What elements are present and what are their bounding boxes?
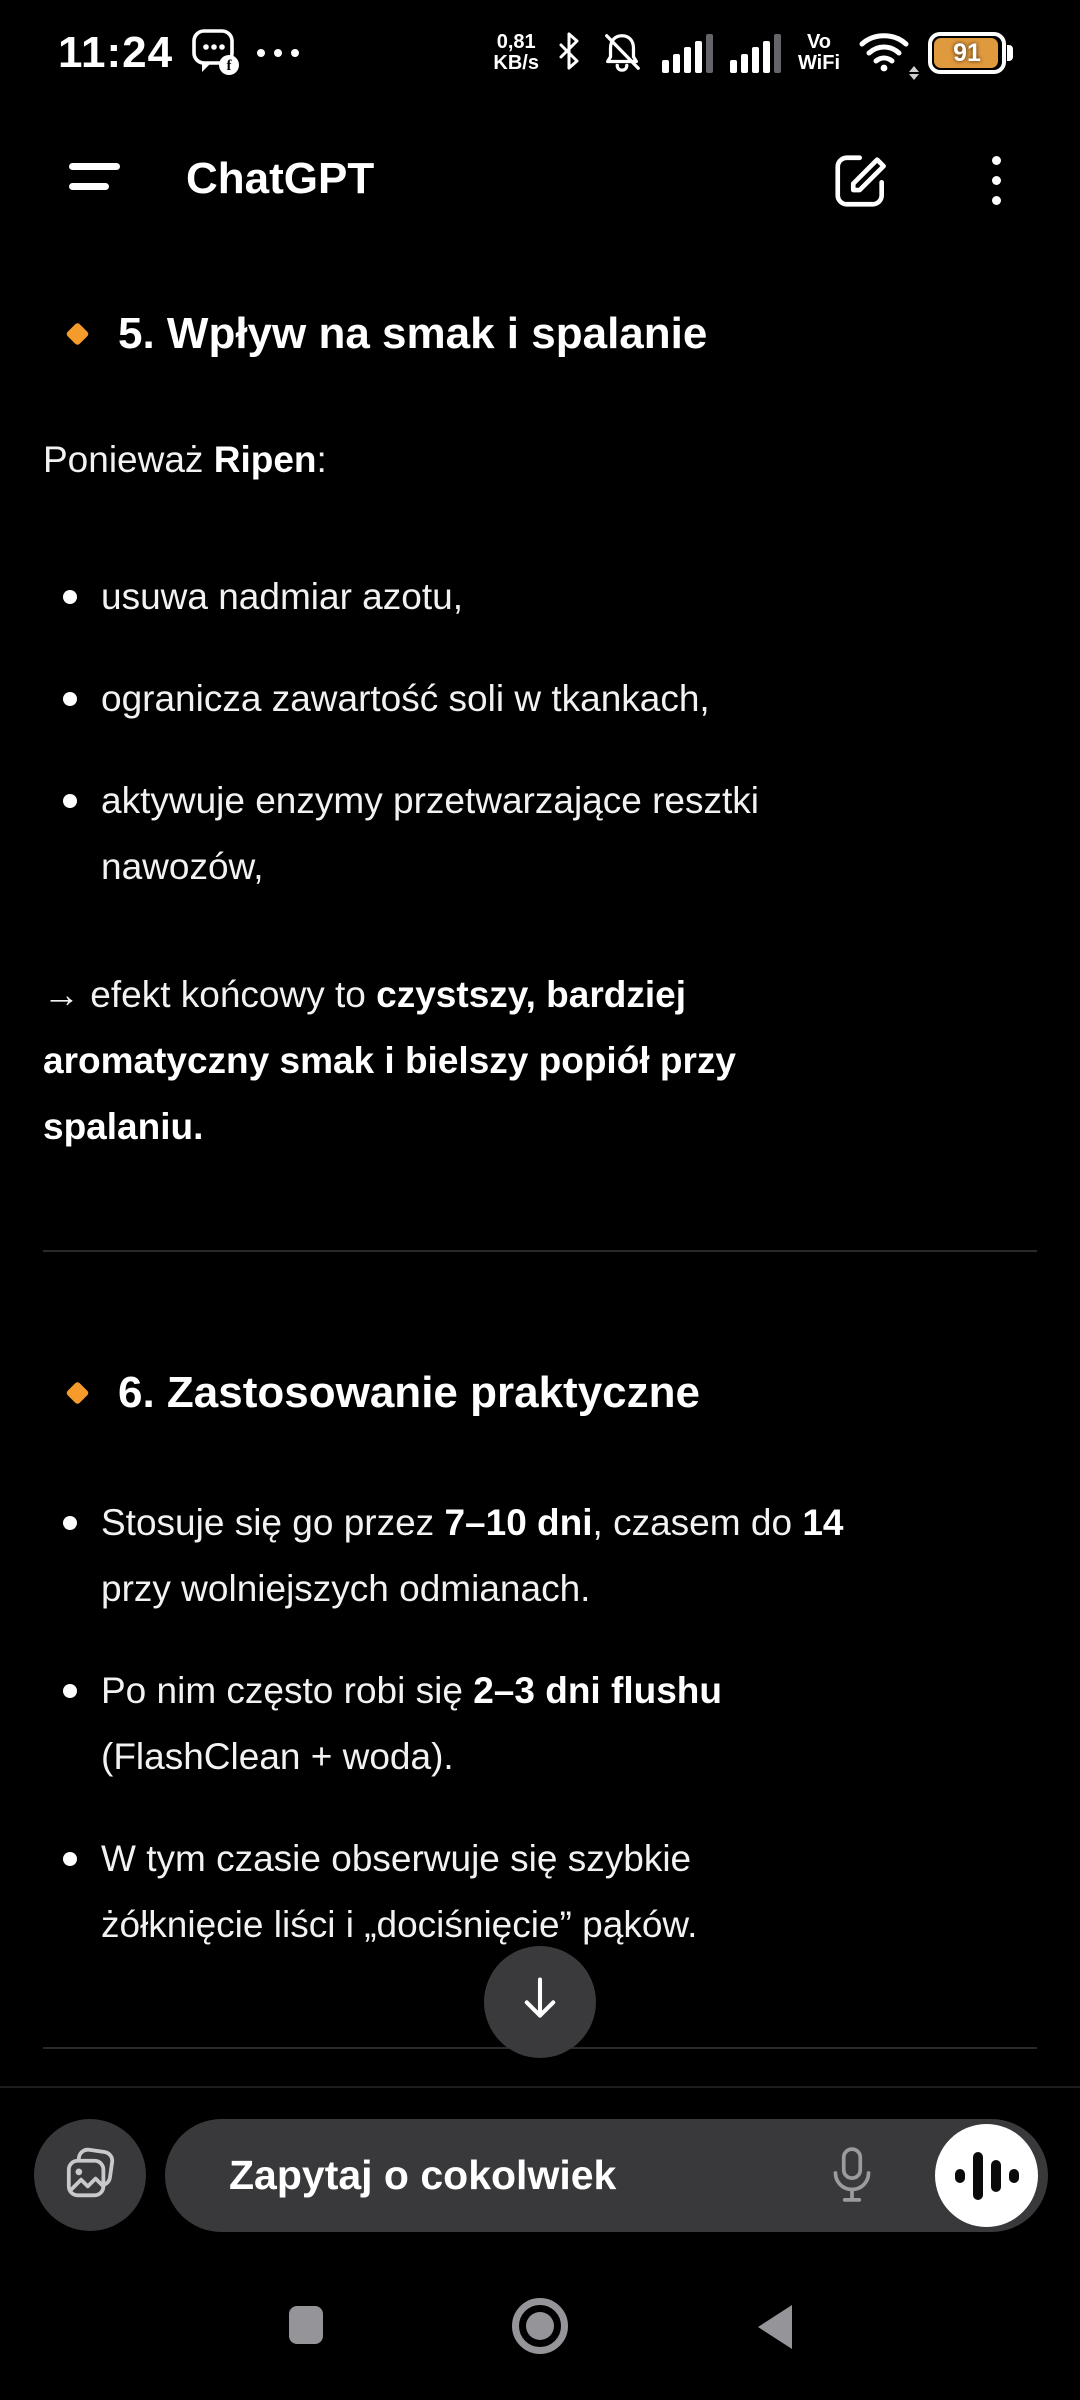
composer-top-border: [0, 2086, 1080, 2088]
section6-bullet-list: [43, 1490, 1043, 1994]
message-input[interactable]: [165, 2119, 1048, 2232]
section-divider: [43, 1250, 1037, 1252]
recents-button[interactable]: [289, 2306, 323, 2344]
app-header: [0, 148, 1080, 214]
list-item: ogranicza zawartość soli w tkankach,: [43, 666, 1043, 732]
network-speed: 0,81 KB/s: [493, 31, 539, 74]
app-title: ChatGPT: [186, 154, 375, 203]
kebab-menu-icon[interactable]: [976, 156, 1016, 206]
list-item: Po nim często robi się 2–3 dni flushu (FlashClean + woda).: [43, 1658, 1043, 1790]
attach-image-button[interactable]: [34, 2119, 146, 2231]
gallery-icon: [61, 2144, 119, 2207]
battery-icon: 91: [928, 32, 1006, 74]
input-placeholder: Zapytaj o cokolwiek: [229, 2152, 617, 2198]
list-item: usuwa nadmiar azotu,: [43, 564, 1043, 630]
scroll-to-bottom-button[interactable]: [484, 1946, 596, 2058]
clock: 11:24: [58, 28, 174, 77]
list-item: aktywuje enzymy przetwarzające resztki nawozów,: [43, 768, 1043, 900]
vowifi-label: Vo WiFi: [797, 31, 840, 74]
wifi-icon: [857, 29, 911, 78]
more-notifications-dots: [257, 49, 299, 57]
status-bar: [0, 22, 1080, 84]
signal-sim1-icon: [662, 33, 713, 73]
signal-sim2-icon: [730, 33, 781, 73]
sidebar-menu-icon[interactable]: [69, 163, 120, 190]
section5-heading: 5. Wpływ na smak i spalanie: [43, 305, 1033, 363]
bluetooth-icon: [556, 31, 582, 76]
list-item: Stosuje się go przez 7–10 dni, czasem do 14 przy wolniejszych odmianach.: [43, 1490, 1043, 1622]
section5-intro: Ponieważ Ripen:: [43, 439, 327, 480]
home-button[interactable]: [512, 2298, 568, 2354]
section5-conclusion: → efekt końcowy to czystszy, bardziej aromatyczny smak i bielszy popiół przy spalaniu.: [43, 974, 736, 1147]
section5-bullet-list: [43, 564, 1043, 936]
messenger-icon: [189, 25, 241, 82]
back-button[interactable]: [758, 2305, 792, 2349]
arrow-down-icon: [516, 1972, 564, 2033]
list-item: W tym czasie obserwuje się szybkie żółknięcie liści i „dociśnięcie” pąków.: [43, 1826, 1043, 1958]
svg-text:f: f: [226, 57, 232, 74]
compose-icon[interactable]: [830, 150, 892, 212]
voice-waveform-icon: [955, 2169, 965, 2183]
voice-mode-button[interactable]: [935, 2124, 1038, 2227]
bell-muted-icon: [599, 29, 645, 78]
microphone-icon[interactable]: [829, 2145, 875, 2210]
section6-heading: 6. Zastosowanie praktyczne: [43, 1364, 1033, 1422]
